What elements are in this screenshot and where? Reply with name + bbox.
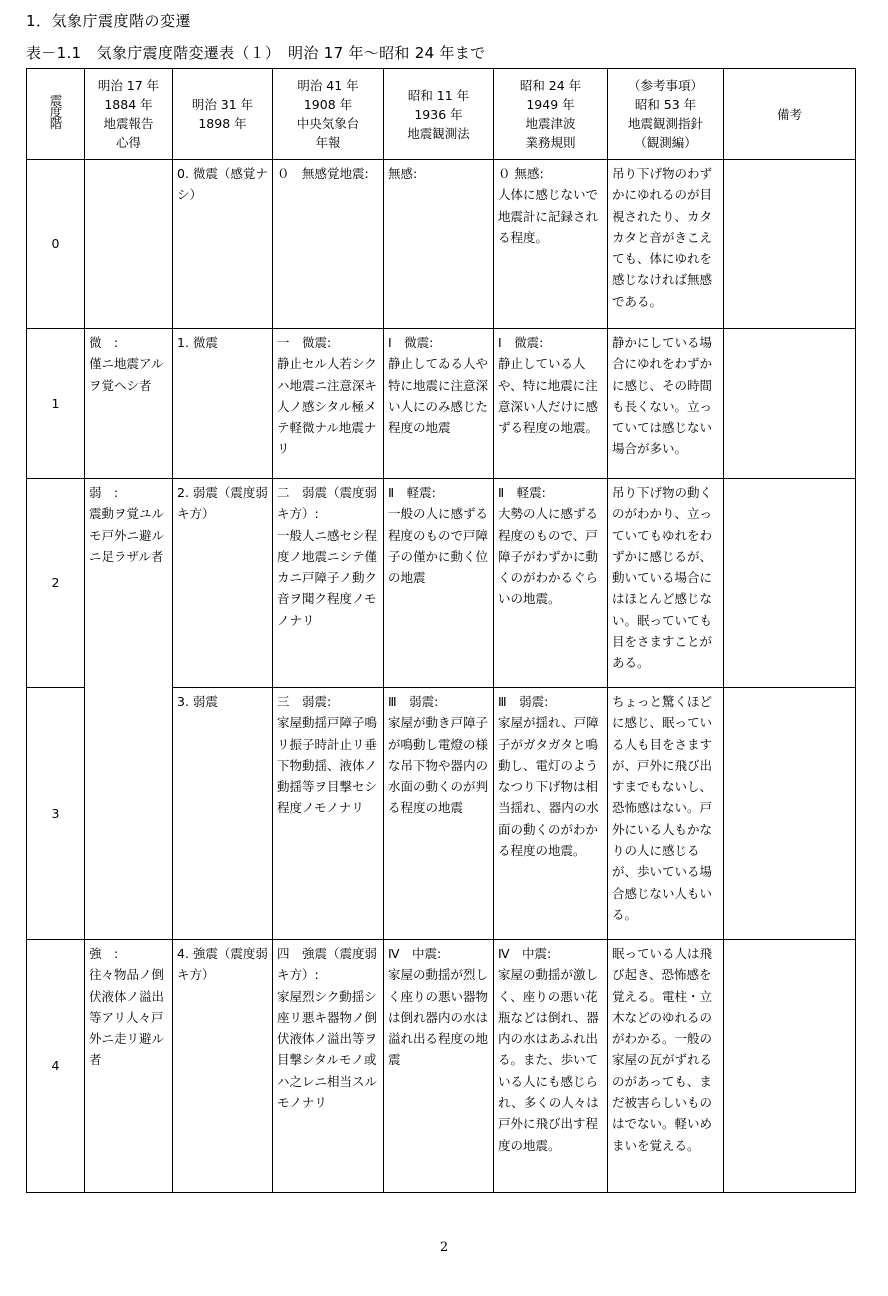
m41-cell: 一 微震: 静止セル人若シクハ地震ニ注意深キ人ノ感シタル極メテ軽微ナル地震ナリ [273, 329, 384, 479]
m41-cell: 三 弱震: 家屋動揺戸障子鳴リ振子時計止リ垂下物動揺、液体ノ動揺等ヲ目撃セシ程度ノモノナリ [273, 688, 384, 940]
s24-cell: Ⅳ 中震: 家屋の動揺が激しく、座りの悪い花瓶などは倒れ、器内の水はあふれ出る。また、歩いている人にも感じられ、多くの人々は戸外に飛び出す程度の地震。 [494, 940, 608, 1193]
seismic-scale-table [26, 68, 856, 1193]
header-s53: （参考事項） 昭和 53 年 地震観測指針 （観測編） [608, 69, 724, 160]
m31-cell: 2. 弱震（震度弱キ方） [173, 479, 273, 688]
m31-cell: 3. 弱震 [173, 688, 273, 940]
s24-cell: Ⅲ 弱震: 家屋が揺れ、戸障子がガタガタと鳴動し、電灯のようなつり下げ物は相当揺れ、器内の水面の動くのがわかる程度の地震。 [494, 688, 608, 940]
table-row-level-0 [27, 160, 856, 329]
m17-cell: 微 : 僅ニ地震アルヲ覚ヘシ者 [85, 329, 173, 479]
m31-cell: 0. 微震（感覚ナシ） [173, 160, 273, 329]
section-title: 1．気象庁震度階の変遷 [26, 12, 192, 30]
table-row-level-1 [27, 329, 856, 479]
level-cell: 2 [27, 479, 85, 688]
header-remarks: 備考 [724, 69, 856, 160]
remarks-cell [724, 688, 856, 940]
header-m17: 明治 17 年 1884 年 地震報告 心得 [85, 69, 173, 160]
header-level: 震度階 [27, 69, 85, 160]
table-title: 表－1.1 気象庁震度階変遷表（１） 明治 17 年～昭和 24 年まで [26, 44, 486, 62]
s11-cell: Ⅲ 弱震: 家屋が動き戸障子が鳴動し電燈の様な吊下物や器内の水面の動くのが判る程度の地震 [384, 688, 494, 940]
m41-cell: 四 強震（震度弱キ方）: 家屋烈シク動揺シ座リ悪キ器物ノ倒伏液体ノ溢出等ヲ目撃シタルモノ或ハ之レニ相当スルモノナリ [273, 940, 384, 1193]
table-header-row [27, 69, 856, 160]
m17-cell: 強 : 往々物品ノ倒伏液体ノ溢出等アリ人々戸外ニ走リ避ル者 [85, 940, 173, 1193]
m17-cell: 弱 : 震動ヲ覚ユルモ戸外ニ避ルニ足ラザル者 [85, 479, 173, 940]
m41-cell: ０ 無感覚地震: [273, 160, 384, 329]
header-s24: 昭和 24 年 1949 年 地震津波 業務規則 [494, 69, 608, 160]
s53-cell: 静かにしている場合にゆれをわずかに感じ、その時間も長くない。立っていては感じない場合が多い。 [608, 329, 724, 479]
m41-cell: 二 弱震（震度弱キ方）: 一般人ニ感セシ程度ノ地震ニシテ僅カニ戸障子ノ動ク音ヲ聞ク程度ノモノナリ [273, 479, 384, 688]
header-m41: 明治 41 年 1908 年 中央気象台 年報 [273, 69, 384, 160]
header-s11: 昭和 11 年 1936 年 地震観測法 [384, 69, 494, 160]
s53-cell: 吊り下げ物の動くのがわかり、立っていてもゆれをわずかに感じるが、動いている場合にはほとんど感じない。眠っていても目をさますことがある。 [608, 479, 724, 688]
s24-cell: Ⅰ 微震: 静止している人や、特に地震に注意深い人だけに感ずる程度の地震。 [494, 329, 608, 479]
level-cell: 0 [27, 160, 85, 329]
header-m31: 明治 31 年 1898 年 [173, 69, 273, 160]
m31-cell: 1. 微震 [173, 329, 273, 479]
s24-cell: ０ 無感: 人体に感じないで地震計に記録される程度。 [494, 160, 608, 329]
page-number: 2 [439, 1240, 449, 1255]
s53-cell: ちょっと驚くほどに感じ、眠っている人も目をさますが、戸外に飛び出すまでもないし、恐怖感はない。戸外にいる人もかなりの人に感じるが、歩いている場合感じない人もいる。 [608, 688, 724, 940]
s11-cell: Ⅱ 軽震: 一般の人に感ずる程度のもので戸障子の僅かに動く位の地震 [384, 479, 494, 688]
s53-cell: 眠っている人は飛び起き、恐怖感を覚える。電柱・立木などのゆれるのがわかる。一般の家屋の瓦がずれるのがあっても、まだ被害らしいものはでない。軽いめまいを覚える。 [608, 940, 724, 1193]
s24-cell: Ⅱ 軽震: 大勢の人に感ずる程度のもので、戸障子がわずかに動くのがわかるぐらいの地震。 [494, 479, 608, 688]
s53-cell: 吊り下げ物のわずかにゆれるのが目視されたり、カタカタと音がきこえても、体にゆれを感じなければ無感である。 [608, 160, 724, 329]
level-cell: 3 [27, 688, 85, 940]
s11-cell: 無感: [384, 160, 494, 329]
m17-cell [85, 160, 173, 329]
level-cell: 1 [27, 329, 85, 479]
remarks-cell [724, 940, 856, 1193]
m31-cell: 4. 強震（震度弱キ方） [173, 940, 273, 1193]
table-row-level-2 [27, 479, 856, 688]
s11-cell: Ⅳ 中震: 家屋の動揺が烈しく座りの悪い器物は倒れ器内の水は溢れ出る程度の地震 [384, 940, 494, 1193]
remarks-cell [724, 329, 856, 479]
s11-cell: Ⅰ 微震: 静止してゐる人や特に地震に注意深い人にのみ感じた程度の地震 [384, 329, 494, 479]
remarks-cell [724, 479, 856, 688]
level-cell: 4 [27, 940, 85, 1193]
remarks-cell [724, 160, 856, 329]
table-row-level-4 [27, 940, 856, 1193]
